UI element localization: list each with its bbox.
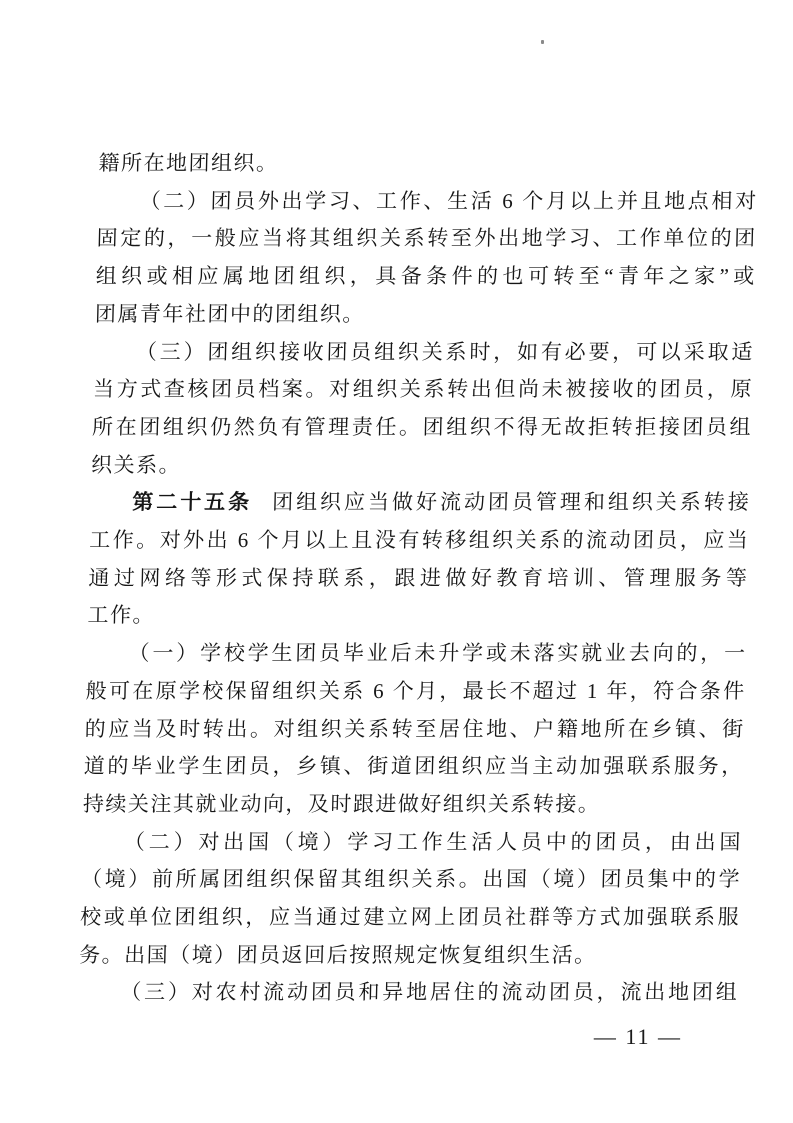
text-line: 的应当及时转出。对组织关系转至居住地、户籍地所在乡镇、街 — [84, 716, 746, 741]
text-line: 所在团组织仍然负有管理责任。团组织不得无故拒转拒接团员组 — [91, 414, 753, 439]
text-line: 通过网络等形式保持联系，跟进做好教育培训、管理服务等 — [88, 565, 749, 590]
text-line: 固定的，一般应当将其组织关系转至外出地学习、工作单位的团 — [96, 226, 758, 251]
text-line: 般可在原学校保留组织关系 6 个月，最长不超过 1 年，符合条件 — [85, 678, 746, 703]
text-line: （二）对出国（境）学习工作生活人员中的团员，由出国 — [123, 829, 743, 854]
text-line: 组织或相应属地团组织，具备条件的也可转至“青年之家”或 — [95, 264, 757, 289]
scan-speck-artifact — [541, 40, 544, 44]
article-number: 第二十五条 — [131, 491, 253, 515]
text-line: （三）对农村流动团员和异地居住的流动团员，流出地团组 — [119, 980, 739, 1005]
text-line: （一）学校学生团员毕业后未升学或未落实就业去向的，一 — [128, 641, 747, 666]
document-text-block — [78, 145, 759, 1012]
text-line: 道的毕业学生团员，乡镇、街道团组织应当主动加强联系服务， — [83, 754, 745, 779]
text-line: 校或单位团组织，应当通过建立网上团员社群等方式加强联系服 — [79, 905, 741, 930]
text-line: 当方式查核团员档案。对组织关系转出但尚未被接收的团员，原 — [92, 377, 754, 402]
text-line: （二）团员外出学习、工作、生活 6 个月以上并且地点相对 — [139, 188, 758, 213]
text-line: 籍所在地团组织。 — [98, 151, 279, 175]
page-number: — 11 — — [593, 1024, 682, 1049]
text-line: 织关系。 — [90, 452, 182, 477]
text-line: 工作。 — [87, 603, 156, 628]
text-line: 团属青年社团中的团组织。 — [94, 301, 366, 326]
text-line: （境）前所属团组织保留其组织关系。出国（境）团员集中的学 — [80, 867, 742, 892]
text-line: （三）团组织接收团员组织关系时，如有必要，可以采取适 — [135, 339, 755, 364]
text-line — [90, 484, 751, 522]
text-line: 务。出国（境）团员返回后按照规定恢复组织生活。 — [78, 942, 598, 967]
article-heading-text: 团组织应当做好流动团员管理和组织关系转接 — [271, 490, 751, 515]
text-line: 持续关注其就业动向，及时跟进做好组织关系转接。 — [82, 791, 601, 816]
text-line: 工作。对外出 6 个月以上且没有转移组织关系的流动团员，应当 — [89, 528, 750, 553]
